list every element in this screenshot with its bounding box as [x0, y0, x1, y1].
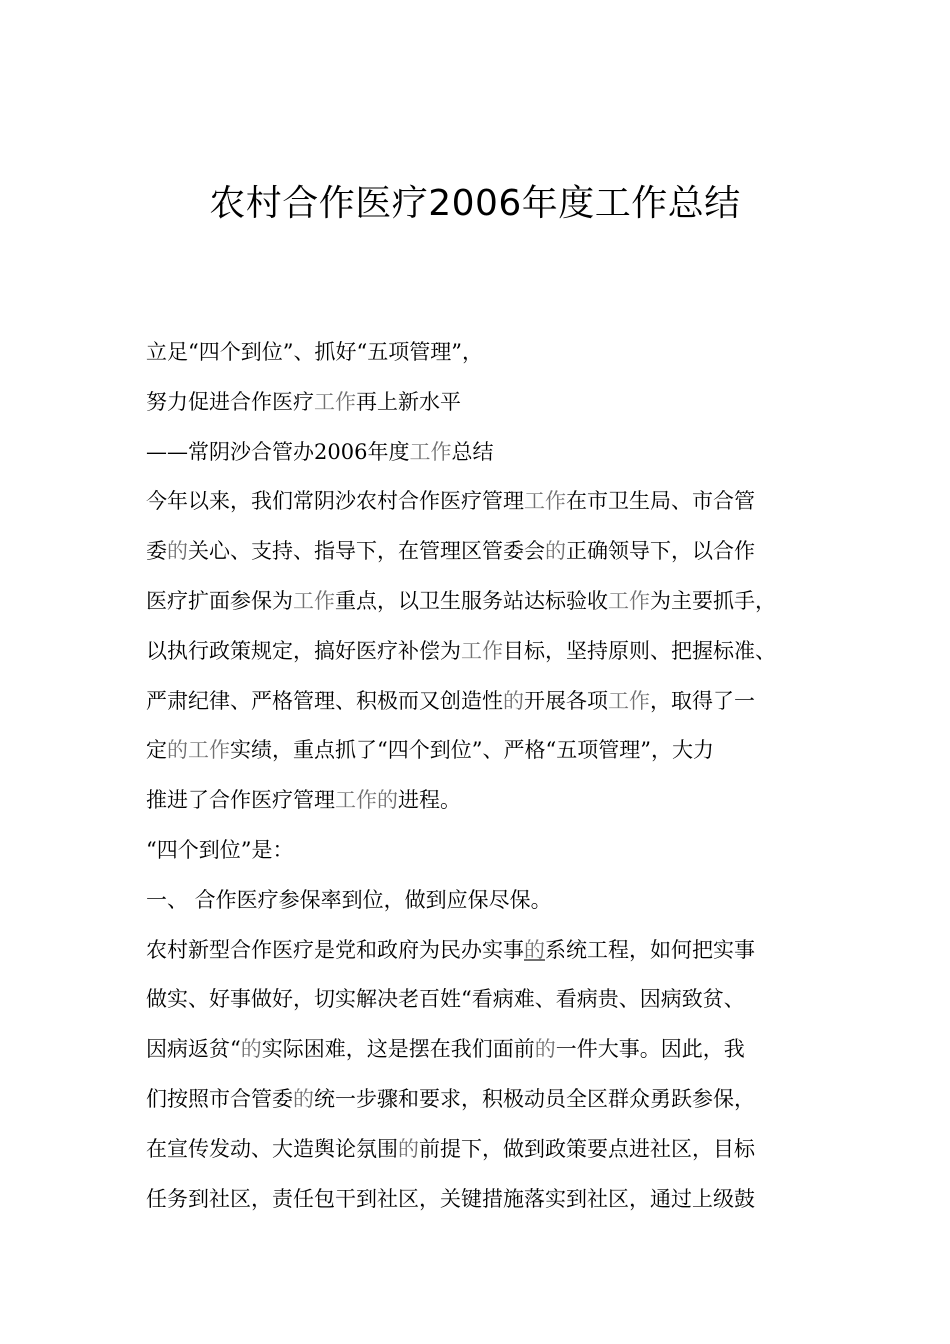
paragraph-line: 以执行政策规定，搞好医疗补偿为工作目标，坚持原则、把握标准、	[146, 638, 776, 663]
paragraph-line: 在宣传发动、大造舆论氛围的前提下，做到政策要点进社区，目标	[146, 1136, 755, 1161]
paragraph-line: 严肃纪律、严格管理、积极而又创造性的开展各项工作，取得了一	[146, 688, 755, 713]
document-title: 农村合作医疗2006年度工作总结	[209, 183, 741, 224]
document-body	[146, 328, 826, 1224]
section-intro: “四个到位”是：	[146, 837, 294, 862]
paragraph-line: 定的工作实绩，重点抓了“四个到位”、严格“五项管理”，大力	[146, 738, 714, 763]
subtitle-line: 努力促进合作医疗工作再上新水平	[146, 389, 461, 414]
paragraph-line: 做实、好事做好，切实解决老百姓“看病难、看病贵、因病致贫、	[146, 987, 745, 1012]
list-item-heading: 一、 合作医疗参保率到位，做到应保尽保。	[146, 887, 552, 912]
subtitle-line: ——常阴沙合管办2006年度工作总结	[146, 439, 494, 464]
paragraph-line: 委的关心、支持、指导下，在管理区管委会的正确领导下，以合作	[146, 539, 755, 564]
paragraph-line: 农村新型合作医疗是党和政府为民办实事的系统工程，如何把实事	[146, 937, 755, 962]
paragraph-line: 今年以来，我们常阴沙农村合作医疗管理工作在市卫生局、市合管	[146, 489, 755, 514]
paragraph-line: 医疗扩面参保为工作重点，以卫生服务站达标验收工作为主要抓手，	[146, 588, 776, 613]
paragraph-line: 因病返贫“的实际困难，这是摆在我们面前的一件大事。因此，我	[146, 1037, 745, 1062]
paragraph-line: 任务到社区，责任包干到社区，关键措施落实到社区，通过上级鼓	[146, 1186, 755, 1211]
subtitle-line: 立足“四个到位”、抓好“五项管理”，	[146, 340, 483, 364]
paragraph-line: 推进了合作医疗管理工作的进程。	[146, 788, 461, 813]
paragraph-line: 们按照市合管委的统一步骤和要求，积极动员全区群众勇跃参保，	[146, 1086, 755, 1111]
